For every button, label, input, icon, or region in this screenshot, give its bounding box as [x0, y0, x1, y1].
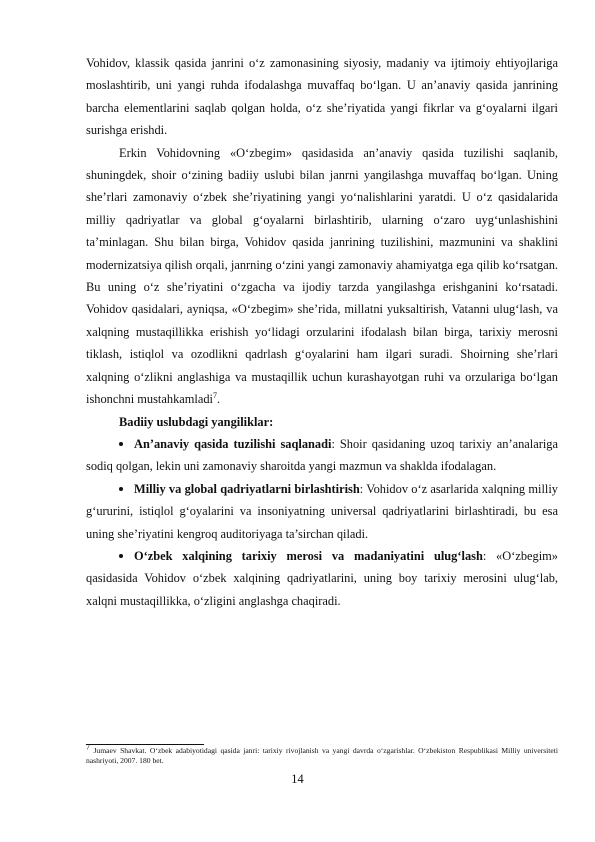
- bullet-text: : Shoir qasidaning uzoq tarixiy an’analariga sodiq qolgan, lekin uni zamonaviy sharoitda yangi mazmun va shaklda ifodalagan.: [86, 436, 558, 474]
- footnote-text: Jumaev Shavkat. O‘zbek adabiyotidagi qasida janri: tarixiy rivojlanish va yangi davrda o‘zgarishlar. O‘zbekiston Respublikasi Milliy universiteti nashriyoti, 2007. 180 bet.: [86, 746, 558, 765]
- bullet-term: O‘zbek xalqining tarixiy merosi va madaniyatini ulug‘lash: [134, 548, 483, 563]
- bullet-term: Milliy va global qadriyatlarni birlashtirish: [134, 481, 360, 496]
- paragraph-2: [86, 142, 558, 411]
- footnote-reference[interactable]: 7: [213, 390, 217, 400]
- paragraph-1: Vohidov, klassik qasida janrini o‘z zamonasining siyosiy, madaniy va ijtimoiy ehtiyojlariga moslashtirib, uni yangi ruhda ifodalashga muvaffaq bo‘lgan. U an’anaviy qasida janrining barcha elementlarini saqlab qolgan holda, o‘z she’riyatida yangi fikrlar va g‘oyalarni ilgari surishga erishdi.: [86, 56, 558, 138]
- footnote-separator: [86, 744, 204, 745]
- footnote: [86, 742, 558, 766]
- bullet-dot-icon: [119, 442, 123, 446]
- bullet-item-2: [86, 478, 558, 545]
- bullet-item-3: [86, 545, 558, 612]
- section-heading: Badiiy uslubdagi yangiliklar:: [119, 414, 274, 429]
- page-number: 14: [291, 772, 304, 786]
- bullet-text: : Vohidov o‘z asarlarida xalqning milliy g‘ururini, istiqlol g‘oyalarini va insoniyatning universal qadriyatlarini birlashtiradi, bu esa uning she’riyatini kengroq auditoriyaga ta’sirchan qiladi.: [86, 481, 558, 541]
- bullet-dot-icon: [119, 554, 123, 558]
- document-body: [86, 52, 558, 612]
- paragraph-2-end: .: [217, 392, 221, 407]
- paragraph-2-text: Erkin Vohidovning «O‘zbegim» qasidasida an’anaviy qasida tuzilishi saqlanib, shuningdek, shoir o‘zining badiiy uslubi bilan janrni yangilashga muvaffaq bo‘lgan. Uning she’rlari zamonaviy o‘zbek she’riyatining yangi yo‘nalishlarini yaratdi. U o‘z qasidalarida milliy qadriyatlar va global g‘oyalarni birlashtirib, ularning o‘zaro uyg‘unlashishini ta’minlagan. Shu bilan birga, Vohidov qasida janrining tuzilishini, mazmunini va shaklini modernizatsiya qilish orqali, janrning o‘zini yangi zamonaviy ahamiyatga ega qilib ko‘rsatgan. Bu uning o‘z she’riyatini o‘zgacha va ijodiy tarzda yangilashga erishganini ko‘rsatadi. Vohidov qasidalari, ayniqsa, «O‘zbegim» she’rida, millatni yuksaltirish, Vatanni ulug‘lash, va xalqning mustaqillikka erishish yo‘lidagi orzularini ifodalash bilan birga, tarixiy merosni tiklash, istiqlol va ozodlikni qadrlash g‘oyalarini ham ilgari suradi. Shoirning she’rlari xalqning o‘zlikni anglashiga va mustaqillik uchun kurashayotgan ruhi va orzulariga bo‘lgan ishonchni mustahkamladi: [86, 145, 558, 407]
- bullet-item-1: [86, 433, 558, 478]
- footnote-number: 7: [86, 742, 90, 752]
- bullet-term: An’anaviy qasida tuzilishi saqlanadi: [134, 436, 332, 451]
- bullet-dot-icon: [119, 487, 123, 491]
- bullet-text: : «O‘zbegim» qasidasida Vohidov o‘zbek xalqining qadriyatlarini, uning boy tarixiy merosini ulug‘lab, xalqni mustaqillikka, o‘zligini anglashga chaqiradi.: [86, 548, 558, 608]
